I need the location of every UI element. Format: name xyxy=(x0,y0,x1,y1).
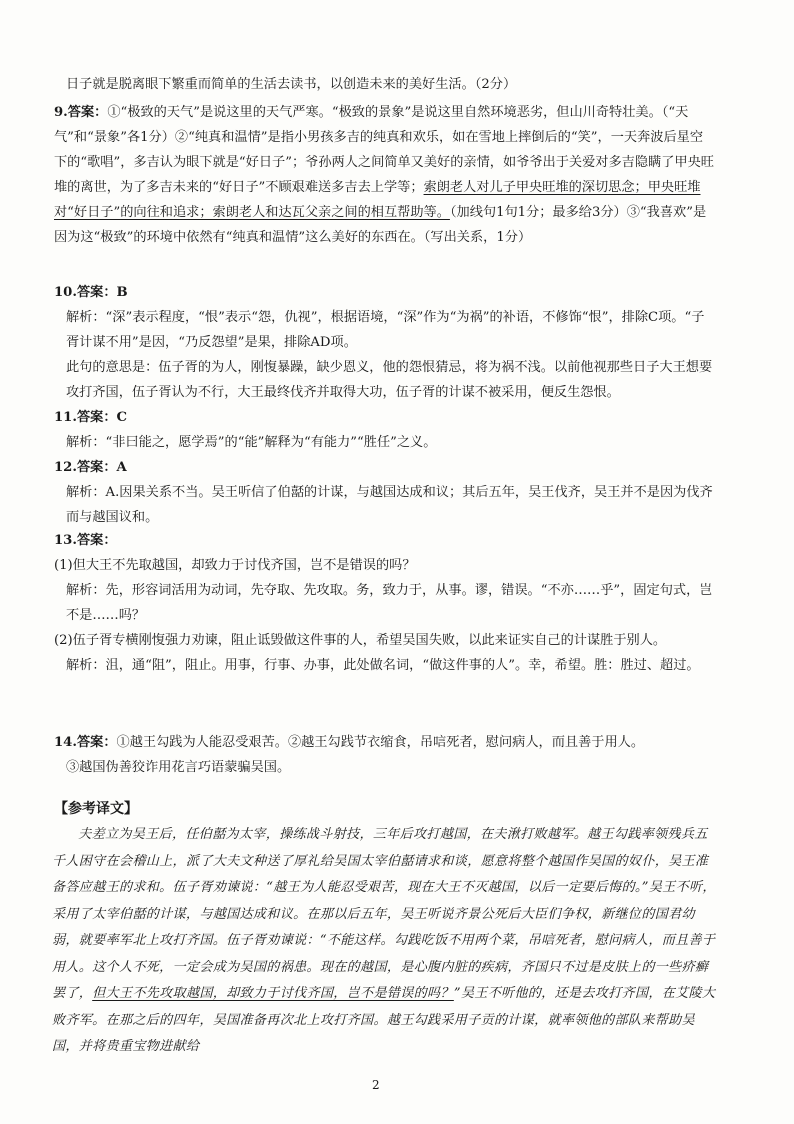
translation-body xyxy=(52,822,720,1061)
translation-text-a: 夫差立为吴王后，任伯嚭为太宰，操练战斗射技，三年后攻打越国，在夫湫打败越军。越王勾践率领残兵五千人困守在会稽山上，派了大夫文种送了厚礼给吴国太宰伯嚭请求和谈，愿意将整个越国作吴国的奴仆，吴王准备答应越王的求和。伍子胥劝谏说：“越王为人能忍受艰苦，现在大王不灭越国，以后一定要后悔的。”吴王不听，采用了太宰伯嚭的计谋，与越国达成和议。在那以后五年，吴王听说齐景公死后大臣们争权，新继位的国君幼弱，就要率军北上攻打齐国。伍子胥劝谏说：“不能这样。勾践吃饭不用两个菜，吊唁死者，慰问病人，而且善于用人。这个人不死，一定会成为吴国的祸患。现在的越国，是心腹内脏的疾病，齐国只不过是皮肤上的一些疥癣罢了， xyxy=(52,827,716,1001)
q10-analysis-2: 此句的意思是：伍子胥的为人，刚愎暴躁，缺少恩义，他的怨恨猜忌，将为祸不浅。以前他视那些日子大王想要攻打齐国，伍子胥认为不行，大王最终伐齐并取得大功，伍子胥的计谋不被采用，便反生怨恨。 xyxy=(66,360,713,400)
question-12-answer xyxy=(54,455,716,530)
q11-analysis: 解析：“非曰能之，愿学焉”的“能”解释为“有能力”“胜任”之义。 xyxy=(66,435,437,450)
q12-label: 12.答案：A xyxy=(54,460,127,475)
q13-sentence-2: (2)伍子胥专横刚愎强力劝谏，阻止诋毁做这件事的人，希望吴国失败，以此来证实自己的计谋胜于别人。 xyxy=(54,633,667,648)
q9-part1-end: （加线句1句1分；最多给3分）③“我喜欢”是因为这“极致”的环境中依然有“纯真和温情”这么美好的东西在。（写出关系，1分） xyxy=(54,205,707,245)
page-number: 2 xyxy=(372,1078,380,1092)
question-9-answer xyxy=(54,100,716,250)
q14-label: 14.答案： xyxy=(54,735,117,750)
q14-answer-2: ③越国伪善狡诈用花言巧语蒙骗吴国。 xyxy=(66,760,291,775)
top-line: 日子就是脱离眼下繁重而简单的生活去读书，以创造未来的美好生活。（2分） xyxy=(66,77,517,92)
q11-label: 11.答案：C xyxy=(54,410,128,425)
translation-heading: 【参考译文】 xyxy=(54,801,138,817)
q12-analysis: 解析：A.因果关系不当。吴王听信了伯嚭的计谋，与越国达成和议；其后五年，吴王伐齐，吴王并不是因为伐齐而与越国议和。 xyxy=(66,485,713,525)
q10-analysis-1: 解析：“深”表示程度，“恨”表示“怨，仇视”，根据语境，“深”作为“为祸”的补语，不修饰“恨”，排除C项。“子胥计谋不用”是因，“乃反怨望”是果，排除AD项。 xyxy=(66,310,705,350)
q13-sentence-1: (1)但大王不先取越国，却致力于讨伐齐国，岂不是错误的吗？ xyxy=(54,558,416,573)
question-13-answer xyxy=(54,528,716,678)
q9-label: 9.答案： xyxy=(54,105,108,120)
q14-answer-1: ①越王勾践为人能忍受艰苦。②越王勾践节衣缩食，吊唁死者，慰问病人，而且善于用人。 xyxy=(116,735,645,750)
question-14-answer xyxy=(54,730,716,780)
q9-part1: ①“极致的天气”是说这里的天气严寒。“极致的景象”是说这里自然环境恶劣，但山川奇特壮美。（“天气”和“景象”各1分）②“纯真和温情”是指小男孩多吉的纯真和欢乐，如在雪地上摔倒后的“笑”，一天奔波后星空下的“歌唱”，多吉认为眼下就是“好日子”；爷孙两人之间简单又美好的亲情，如爷爷出于关爱对多吉隐瞒了甲央旺堆的离世，为了多吉未来的“好日子”不顾艰难送多吉去上学等； xyxy=(54,105,714,195)
translation-underlined: 但大王不先攻取越国，却致力于讨伐齐国，岂不是错误的吗？ xyxy=(92,986,454,1001)
q13-label: 13.答案： xyxy=(54,533,117,548)
q9-underlined: 索朗老人对儿子甲央旺堆的深切思念；甲央旺堆对“好日子”的向往和追求；索朗老人和达瓦父亲之间的相互帮助等。 xyxy=(54,180,701,220)
question-11-answer xyxy=(54,405,716,455)
q10-label: 10.答案：B xyxy=(54,285,128,300)
q13-analysis-1: 解析：先，形容词活用为动词，先夺取、先攻取。务，致力于，从事。谬，错误。“不亦……乎”，固定句式，岂不是……吗？ xyxy=(66,583,713,623)
translation-text-b: ”吴王不听他的，还是去攻打齐国，在艾陵大败齐军。在那之后的四年，吴国准备再次北上攻打齐国。越王勾践采用子贡的计谋，就率领他的部队来帮助吴国，并将贵重宝物进献给 xyxy=(52,986,716,1054)
q13-analysis-2: 解析：沮，通“阻”，阻止。用事，行事、办事，此处做名词，“做这件事的人”。幸，希望。胜：胜过、超过。 xyxy=(66,658,700,673)
question-10-answer xyxy=(54,280,716,405)
